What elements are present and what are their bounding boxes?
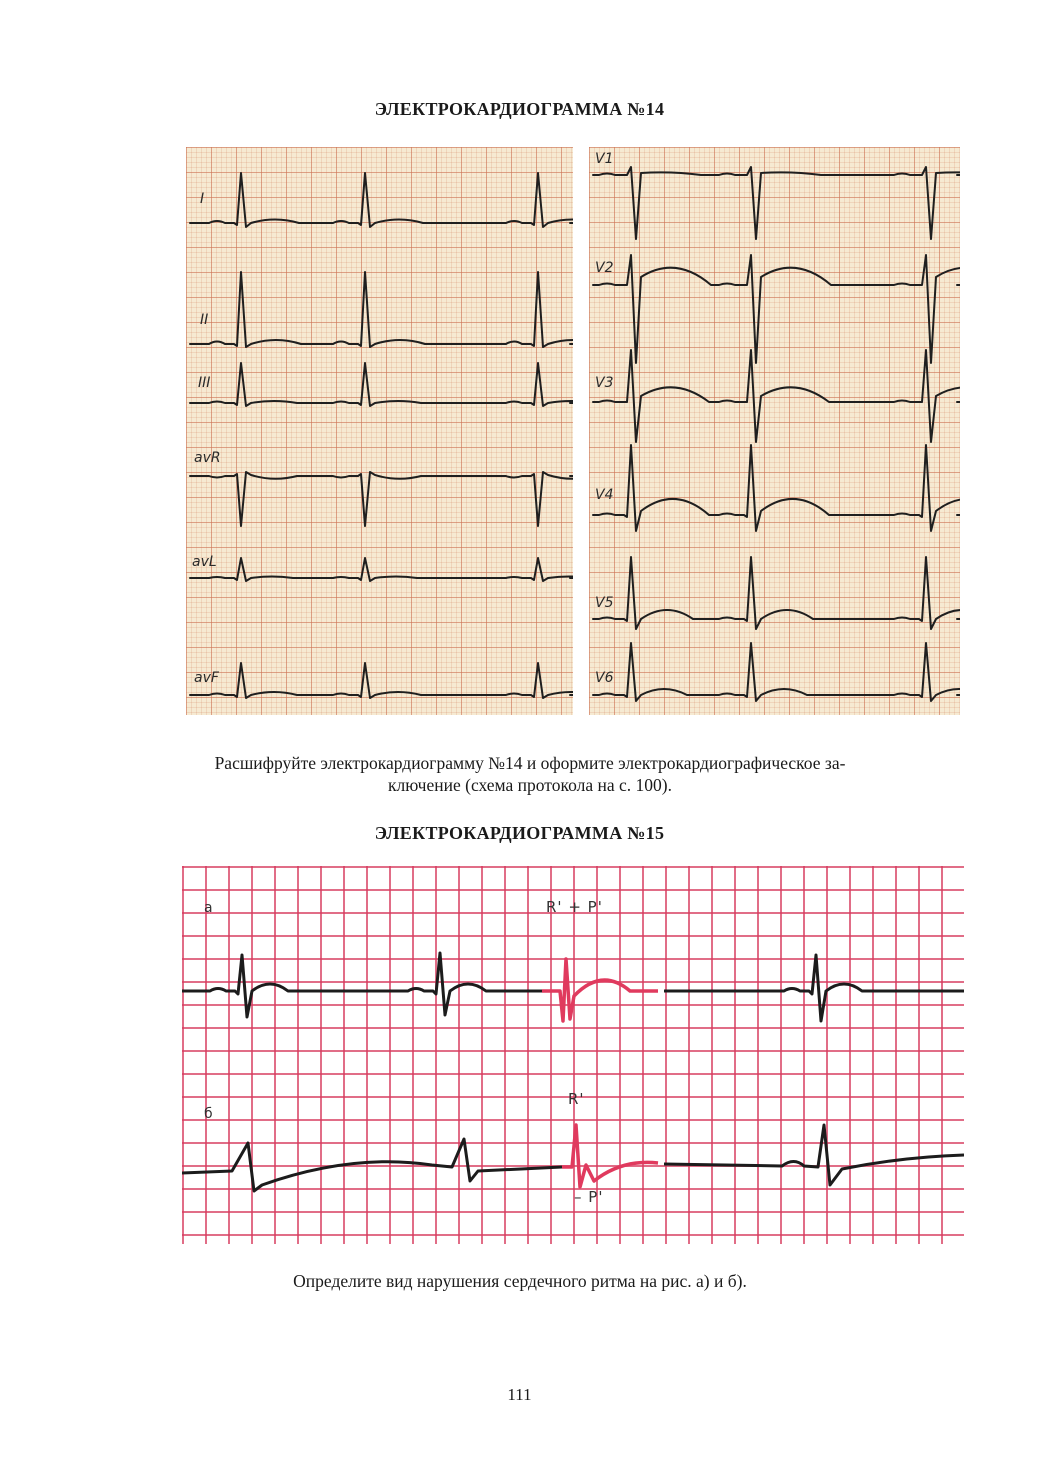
ecg14-chest-leads-strip <box>589 147 960 715</box>
lead-V3-trace <box>593 350 960 442</box>
annotation-r-prime: R' <box>568 1090 585 1108</box>
ecg15-b-trace-extrasystole <box>562 1125 658 1187</box>
panel-label-a: а <box>204 900 213 916</box>
lead-label-I: I <box>200 191 205 207</box>
ecg15-a-trace-normal <box>182 953 542 1017</box>
annotation-r-plus-p: R' + P' <box>546 898 603 916</box>
lead-label-III: III <box>198 375 211 391</box>
lead-label-avF: avF <box>194 670 219 686</box>
ecg15-caption: Определите вид нарушения сердечного ритма на рис. а) и б). <box>293 1271 747 1291</box>
lead-label-V5: V5 <box>595 595 614 611</box>
lead-label-II: II <box>200 312 209 328</box>
ecg15-title: ЭЛЕКТРОКАРДИОГРАММА №15 <box>374 823 665 843</box>
lead-label-V4: V4 <box>595 487 614 503</box>
lead-label-avR: avR <box>194 450 221 466</box>
lead-avF-trace <box>190 663 573 698</box>
ecg15-a-trace-extrasystole <box>542 959 658 1021</box>
ecg15-traces <box>182 866 964 1244</box>
lead-avR-trace <box>190 472 573 526</box>
lead-II-trace <box>190 272 573 347</box>
ecg15-strip <box>182 866 964 1244</box>
ecg14-title: ЭЛЕКТРОКАРДИОГРАММА №14 <box>374 99 665 119</box>
lead-V5-trace <box>593 557 960 629</box>
lead-avL-trace <box>190 558 573 581</box>
lead-V2-trace <box>593 255 960 363</box>
lead-V1-trace <box>593 167 960 239</box>
lead-label-avL: avL <box>192 554 217 570</box>
ecg14-caption <box>150 752 910 796</box>
ecg14-limb-leads-strip <box>186 147 573 715</box>
ecg15-b-trace-after <box>664 1125 964 1185</box>
lead-label-V6: V6 <box>595 670 614 686</box>
annotation-p-prime: – P' <box>574 1188 604 1206</box>
lead-label-V2: V2 <box>595 260 614 276</box>
ecg14-caption-line1: Расшифруйте электрокардиограмму №14 и оформите электрокардиографическое за- <box>214 753 846 773</box>
limb-leads-traces <box>186 147 573 715</box>
lead-V4-trace <box>593 445 960 531</box>
lead-I-trace <box>190 173 573 227</box>
lead-V6-trace <box>593 643 960 701</box>
lead-label-V1: V1 <box>595 151 614 167</box>
ecg15-a-trace-after <box>664 955 964 1021</box>
ecg15-b-trace-normal <box>182 1139 562 1191</box>
lead-label-V3: V3 <box>595 375 614 391</box>
panel-label-b: б <box>204 1106 213 1122</box>
page-number: 111 <box>507 1385 532 1404</box>
lead-III-trace <box>190 363 573 406</box>
chest-leads-traces <box>589 147 960 715</box>
ecg14-caption-line2: ключение (схема протокола на с. 100). <box>388 775 672 795</box>
